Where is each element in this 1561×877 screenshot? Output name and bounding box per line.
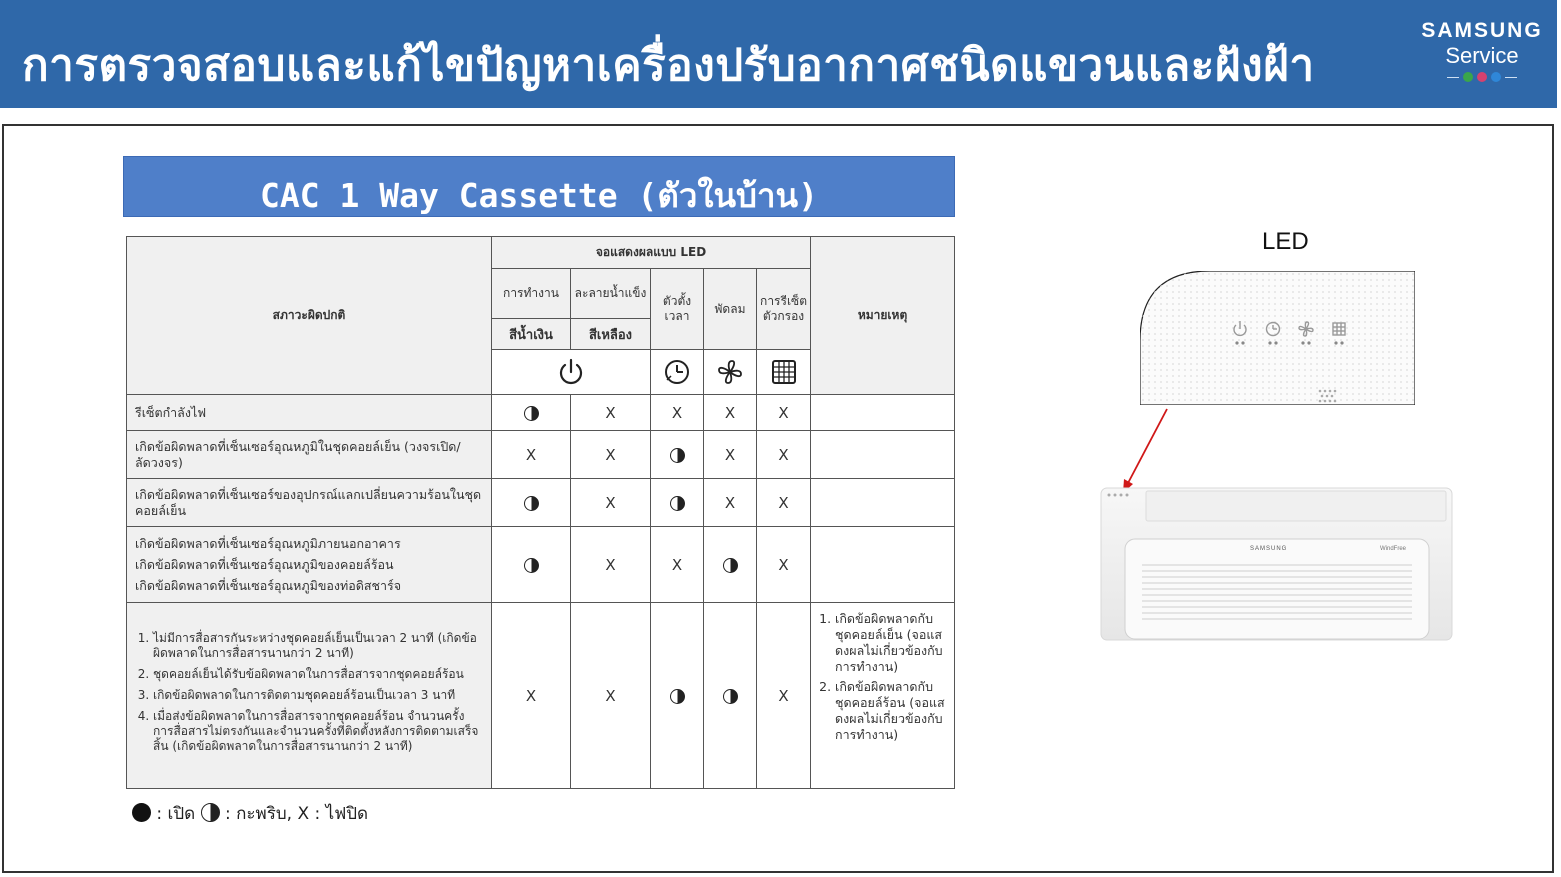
list-item: 4. เมื่อส่งข้อผิดพลาดในการสื่อสารจากชุดคอยล์ร้อน จำนวนครั้งการสื่อสารไม่ตรงกันและจำนวนครั้งที่ติดตั้งหลังการติดตามเสร็จสิ้น (เกิดข้อผิดพลาดในการสื่อสารนานกว่า 2 นาที) xyxy=(153,709,483,754)
fan-icon xyxy=(715,357,745,387)
status-mark: X xyxy=(757,395,811,431)
unit-model: WindFree xyxy=(1380,546,1407,552)
timer-icon xyxy=(662,357,692,387)
note-cell xyxy=(811,431,955,479)
cac-banner: CAC 1 Way Cassette (ตัวในบ้าน) xyxy=(123,156,955,217)
logo-brand: SAMSUNG xyxy=(1421,19,1543,42)
error-table xyxy=(126,236,955,789)
col-fan: พัดลม xyxy=(704,269,757,350)
condition-indoor-temp-sensor: เกิดข้อผิดพลาดที่เซ็นเซอร์อุณหภูมิในชุดคอยล์เย็น (วงจรเปิด/ ลัดวงจร) xyxy=(127,431,492,479)
status-mark: X xyxy=(704,431,757,479)
logo-service: Service xyxy=(1445,43,1519,68)
condition-power-reset: รีเซ็ตกำลังไฟ xyxy=(127,395,492,431)
condition-outdoor-sensors xyxy=(127,527,492,603)
condition-line: เกิดข้อผิดพลาดที่เซ็นเซอร์อุณหภูมิภายนอกอาคาร xyxy=(135,535,401,551)
filter-icon xyxy=(769,357,799,387)
status-mark xyxy=(492,395,571,431)
status-mark: X xyxy=(492,431,571,479)
fan-icon-cell xyxy=(704,350,757,395)
status-mark xyxy=(704,527,757,603)
status-mark: X xyxy=(571,395,651,431)
timer-icon-cell xyxy=(651,350,704,395)
cassette-unit-drawing xyxy=(1100,487,1453,642)
col-defrost: ละลายน้ำแข็ง xyxy=(571,269,651,319)
blink-icon xyxy=(670,689,685,704)
note-item: 1. เกิดข้อผิดพลาดกับชุดคอยล์เย็น (จอแสดงผลไม่เกี่ยวข้องกับการทำงาน) xyxy=(835,611,948,675)
note-item: 2. เกิดข้อผิดพลาดกับชุดคอยล์ร้อน (จอแสดงผลไม่เกี่ยวข้องกับการทำงาน) xyxy=(835,679,948,743)
status-mark xyxy=(492,479,571,527)
note-cell xyxy=(811,527,955,603)
unit-brand: SAMSUNG xyxy=(1250,546,1288,552)
led-label: LED xyxy=(1262,228,1309,255)
power-icon-cell xyxy=(492,350,651,395)
blink-icon xyxy=(524,496,539,511)
col-filter-reset: การรีเซ็ตตัวกรอง xyxy=(757,269,811,350)
col-operation: การทำงาน xyxy=(492,269,571,319)
cassette-unit-image xyxy=(1100,487,1453,642)
status-mark: X xyxy=(571,431,651,479)
status-mark: X xyxy=(757,479,811,527)
status-mark xyxy=(651,431,704,479)
condition-heat-exchanger-sensor: เกิดข้อผิดพลาดที่เซ็นเซอร์ของอุปกรณ์แลกเปลี่ยนความร้อนในชุดคอยล์เย็น xyxy=(127,479,492,527)
status-mark: X xyxy=(492,603,571,789)
note-cell xyxy=(811,395,955,431)
status-mark: X xyxy=(651,527,704,603)
list-item: 1. ไม่มีการสื่อสารกันระหว่างชุดคอยล์เย็นเป็นเวลา 2 นาที (เกิดข้อผิดพลาดในการสื่อสารนานกว่า 2 นาที) xyxy=(153,631,483,661)
status-mark: X xyxy=(704,479,757,527)
condition-line: เกิดข้อผิดพลาดที่เซ็นเซอร์อุณหภูมิของคอยล์ร้อน xyxy=(135,556,394,572)
status-mark: X xyxy=(704,395,757,431)
logo-dots-icon xyxy=(1418,72,1546,82)
note-header: หมายเหตุ xyxy=(811,237,955,395)
note-cell xyxy=(811,479,955,527)
led-header: จอแสดงผลแบบ LED xyxy=(492,237,811,269)
on-dot-icon xyxy=(132,803,151,822)
pointer-arrow xyxy=(1115,405,1175,495)
blink-icon xyxy=(723,689,738,704)
filter-icon-cell xyxy=(757,350,811,395)
condition-header: สภาวะผิดปกติ xyxy=(127,237,492,395)
status-mark: X xyxy=(651,395,704,431)
legend-on: : เปิด xyxy=(156,804,196,824)
blink-icon xyxy=(524,558,539,573)
status-mark: X xyxy=(757,431,811,479)
status-mark: X xyxy=(757,603,811,789)
legend xyxy=(132,800,368,827)
power-icon xyxy=(556,357,586,387)
status-mark xyxy=(492,527,571,603)
status-mark: X xyxy=(571,603,651,789)
blink-icon xyxy=(670,448,685,463)
col-defrost-color: สีเหลือง xyxy=(571,319,651,350)
blink-icon xyxy=(723,558,738,573)
list-item: 2. ชุดคอยล์เย็นได้รับข้อผิดพลาดในการสื่อสารจากชุดคอยล์ร้อน xyxy=(153,667,483,682)
page-title: การตรวจสอบและแก้ไขปัญหาเครื่องปรับอากาศชนิดแขวนและฝังฝ้า xyxy=(22,40,1315,91)
status-mark xyxy=(651,479,704,527)
led-panel-closeup xyxy=(1140,271,1415,405)
blink-icon xyxy=(201,803,220,822)
note-cell xyxy=(811,603,955,789)
status-mark: X xyxy=(757,527,811,603)
status-mark xyxy=(651,603,704,789)
condition-communication-errors xyxy=(127,603,492,789)
status-mark: X xyxy=(571,527,651,603)
samsung-service-logo xyxy=(1418,20,1546,82)
col-timer: ตัวตั้งเวลา xyxy=(651,269,704,350)
legend-blink-off: : กะพริบ, X : ไฟปิด xyxy=(225,804,369,824)
condition-line: เกิดข้อผิดพลาดที่เซ็นเซอร์อุณหภูมิของท่อดิสชาร์จ xyxy=(135,577,402,593)
list-item: 3. เกิดข้อผิดพลาดในการติดตามชุดคอยล์ร้อนเป็นเวลา 3 นาที xyxy=(153,688,483,703)
status-mark xyxy=(704,603,757,789)
col-operation-color: สีน้ำเงิน xyxy=(492,319,571,350)
header-bar xyxy=(0,0,1557,108)
blink-icon xyxy=(524,406,539,421)
blink-icon xyxy=(670,496,685,511)
status-mark: X xyxy=(571,479,651,527)
